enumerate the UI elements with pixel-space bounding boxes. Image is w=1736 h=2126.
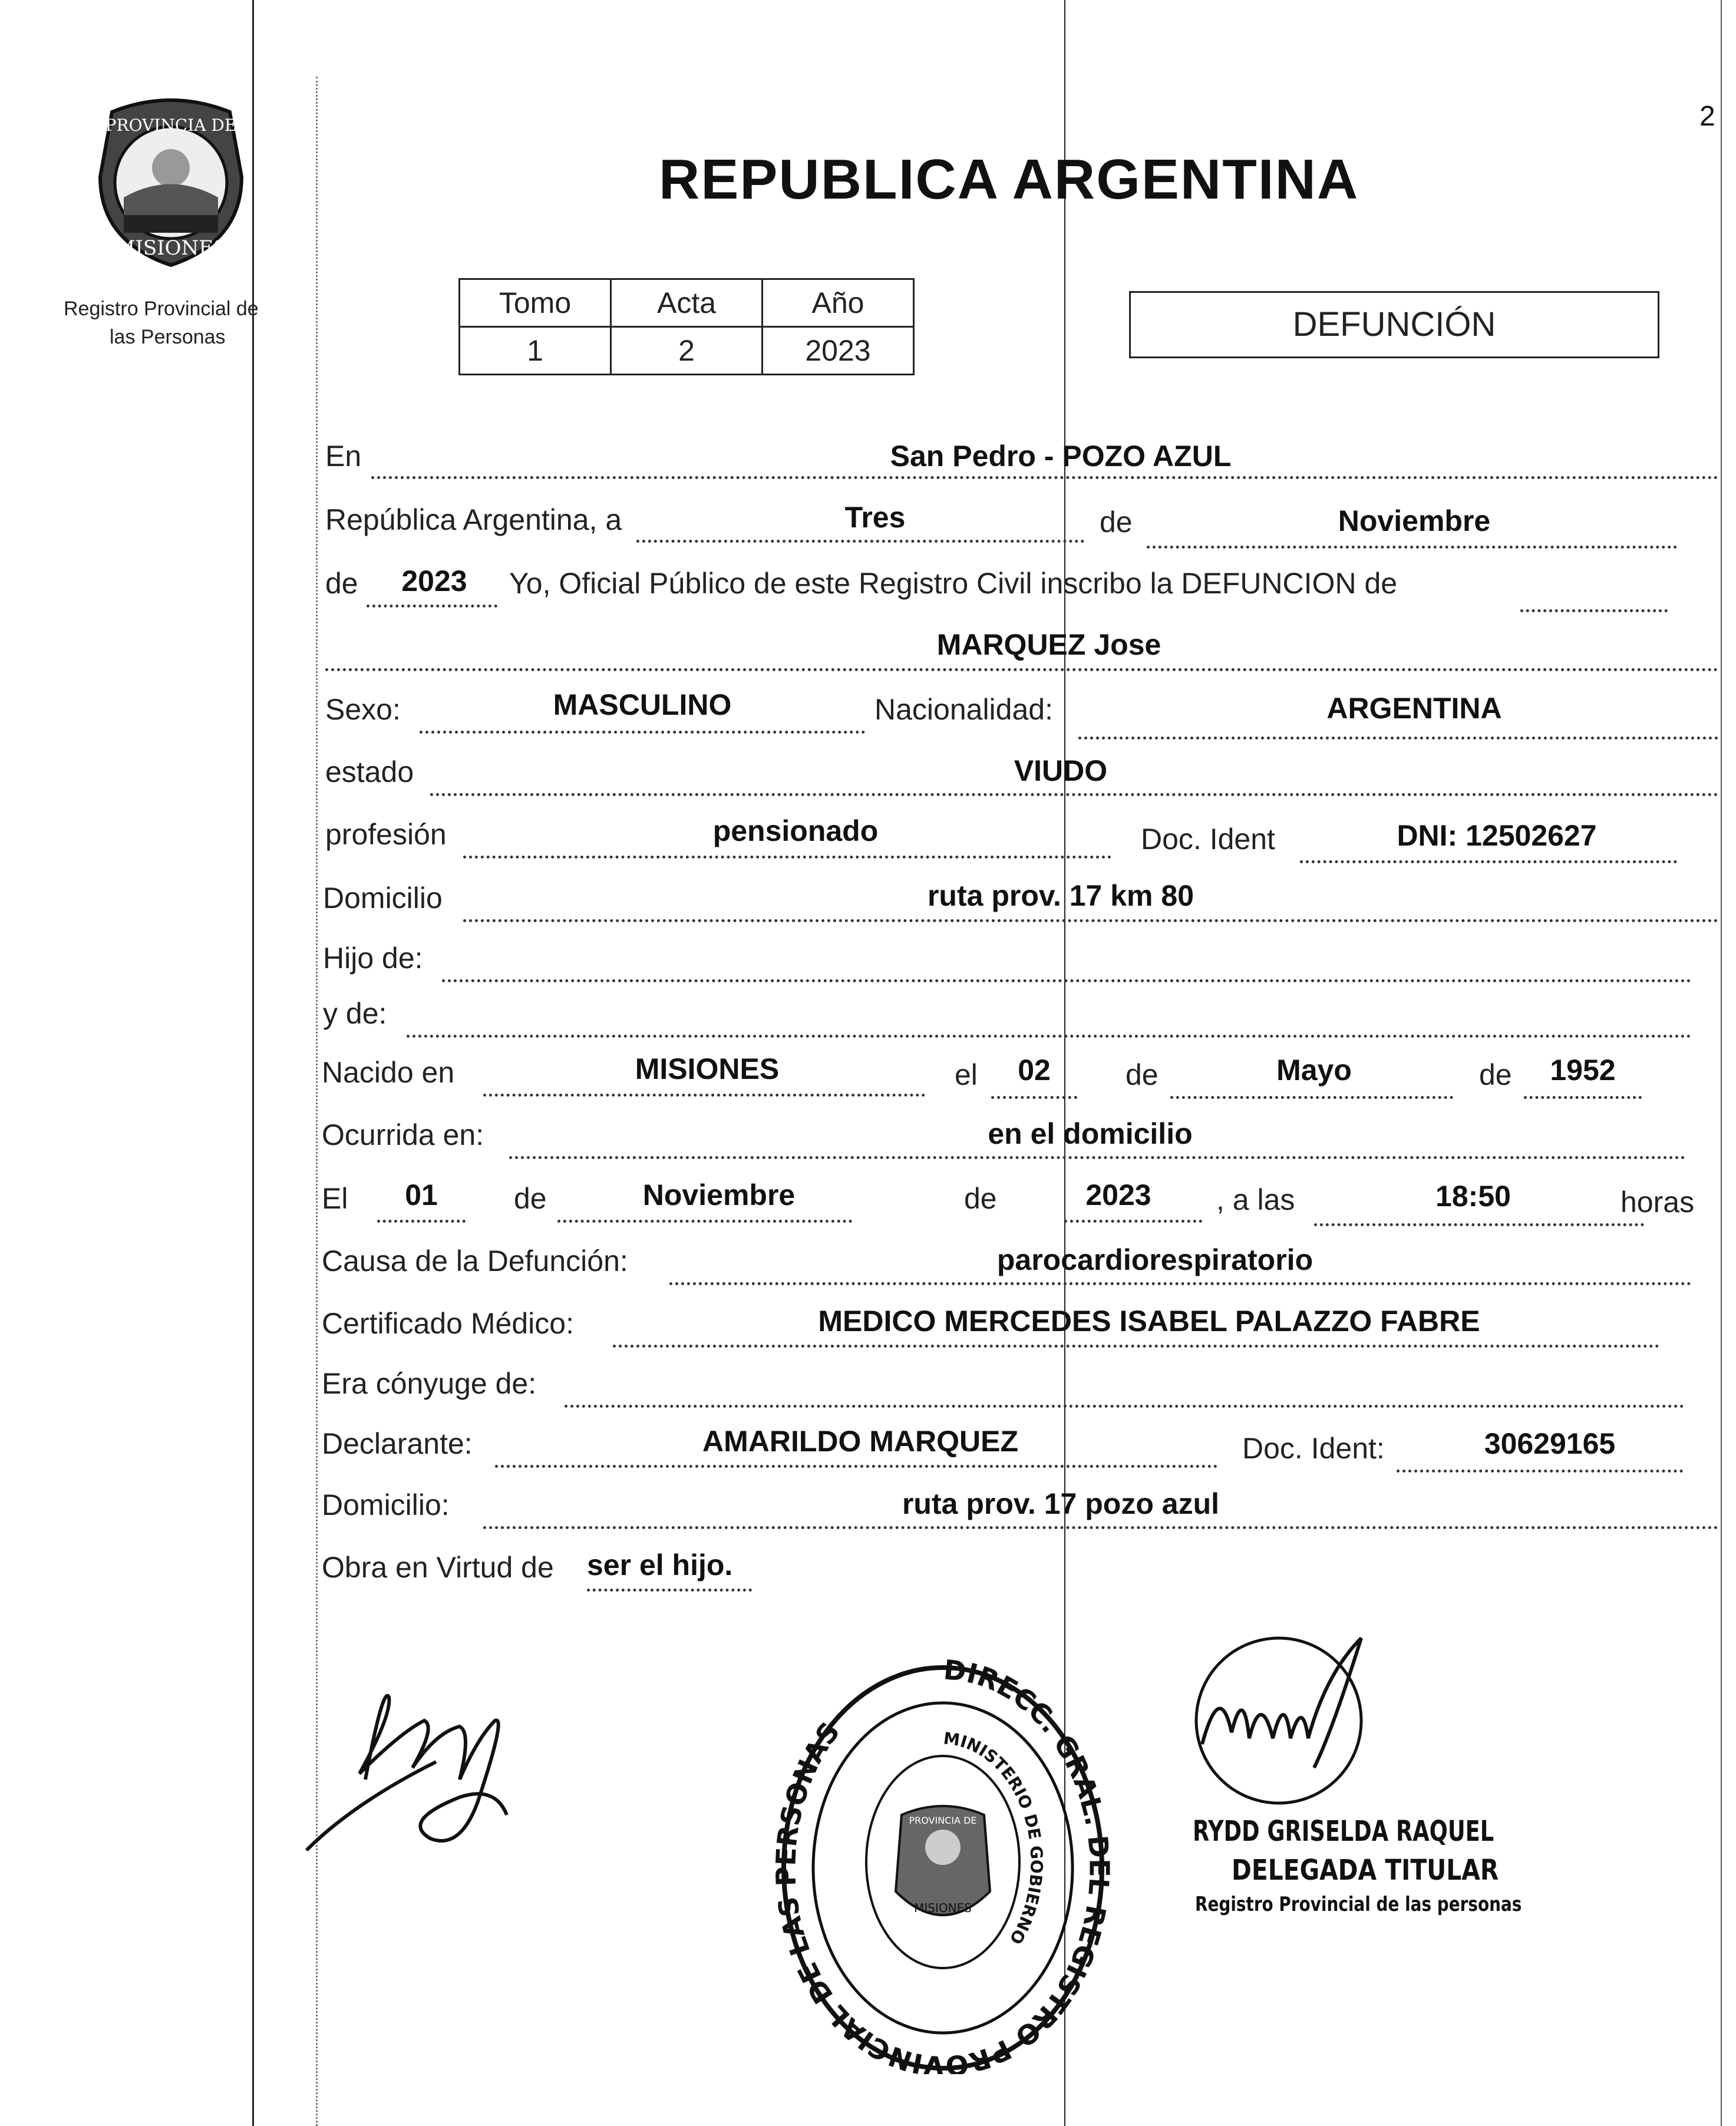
- dotted-line: [1524, 1096, 1642, 1099]
- province-emblem: [88, 94, 253, 271]
- nac-de2-label: de: [1479, 1058, 1512, 1091]
- record-number-table: [458, 278, 915, 375]
- table-header: Año: [763, 279, 914, 327]
- defuncion-mes: Noviembre: [642, 1178, 796, 1211]
- domicilio-value: ruta prov. 17 km 80: [927, 879, 1194, 912]
- hora-value: 18:50: [1435, 1180, 1511, 1213]
- nacimiento-anio: 1952: [1550, 1054, 1616, 1087]
- nacimiento-mes: Mayo: [1276, 1054, 1352, 1087]
- estado-value: VIUDO: [1014, 754, 1108, 787]
- doc-ident-label: Doc. Ident: [1141, 823, 1275, 856]
- dotted-line: [1397, 1470, 1683, 1473]
- table-header-row: [460, 279, 914, 327]
- dotted-line: [991, 1096, 1077, 1099]
- dotted-line: [636, 540, 1084, 543]
- de2-label: de: [325, 567, 358, 600]
- tomo-value: 1: [460, 327, 611, 375]
- page-title: REPUBLICA ARGENTINA: [659, 148, 1359, 211]
- dotted-line: [669, 1282, 1691, 1285]
- table-row: [460, 327, 914, 375]
- doc2-ident-label: Doc. Ident:: [1242, 1432, 1385, 1465]
- dotted-line: [325, 668, 1718, 671]
- republica-label: República Argentina, a: [325, 503, 622, 536]
- doc-ident-value: DNI: 12502627: [1397, 819, 1597, 852]
- officer-title: DELEGADA TITULAR: [1232, 1854, 1499, 1887]
- dotted-line: [1078, 737, 1718, 740]
- dotted-line: [377, 1220, 466, 1223]
- record-type-box: DEFUNCIÓN: [1129, 291, 1659, 358]
- officer-signature: [1184, 1626, 1420, 1827]
- nacionalidad-value: ARGENTINA: [1326, 692, 1502, 725]
- dotted-line: [1147, 546, 1677, 549]
- domicilio2-value: ruta prov. 17 pozo azul: [902, 1487, 1220, 1520]
- anio-value: 2023: [763, 327, 914, 375]
- right-edge-line: [1721, 0, 1722, 2126]
- nacido-label: Nacido en: [322, 1056, 455, 1089]
- registry-name-line1: Registro Provincial de: [64, 298, 259, 320]
- nacionalidad-label: Nacionalidad:: [874, 693, 1053, 726]
- profesion-value: pensionado: [712, 814, 879, 847]
- def-de-label: de: [514, 1182, 547, 1215]
- nombre-value: MARQUEZ Jose: [936, 628, 1161, 661]
- officer-name: RYDD GRISELDA RAQUEL: [1193, 1815, 1494, 1848]
- officer-office: Registro Provincial de las personas: [1195, 1893, 1522, 1916]
- domicilio-label: Domicilio: [323, 882, 443, 915]
- certificado-value: MEDICO MERCEDES ISABEL PALAZZO FABRE: [818, 1305, 1480, 1338]
- causa-value: parocardiorespiratorio: [996, 1243, 1313, 1276]
- anio-inscripcion-value: 2023: [401, 564, 467, 597]
- sexo-label: Sexo:: [325, 693, 401, 726]
- mes-value: Noviembre: [1338, 504, 1491, 537]
- dotted-line: [557, 1220, 852, 1223]
- seal-emblem-bottom: MISIONES: [914, 1901, 972, 1915]
- declarant-signature: [283, 1662, 530, 1856]
- horas-label: horas: [1621, 1186, 1695, 1219]
- dotted-line: [430, 793, 1718, 796]
- dotted-line: [371, 476, 1718, 479]
- certificado-label: Certificado Médico:: [322, 1307, 574, 1340]
- dia-value: Tres: [844, 501, 906, 534]
- table-header: Acta: [611, 279, 763, 327]
- dotted-line: [509, 1156, 1685, 1159]
- en-label: En: [325, 440, 362, 473]
- en-value: San Pedro - POZO AZUL: [890, 440, 1232, 473]
- seal-outer-text: DIRECC. GRAL. DEL REGISTRO PROVINCIAL DE LAS PERSONAS: [772, 1653, 1114, 2074]
- acta-value: 2: [611, 327, 763, 375]
- emblem-bottom-text: MISIONES: [114, 236, 227, 260]
- el2-label: El: [322, 1182, 348, 1215]
- a-las-label: , a las: [1216, 1183, 1295, 1216]
- def-de2-label: de: [964, 1182, 997, 1215]
- dotted-line: [407, 1035, 1691, 1038]
- seal-inner-text: MINISTERIO DE GOBIERNO: [942, 1728, 1047, 1948]
- ocurrida-label: Ocurrida en:: [322, 1118, 484, 1151]
- dotted-line: [463, 856, 1111, 859]
- dotted-line: [613, 1345, 1659, 1348]
- dotted-line: [420, 731, 865, 734]
- declarante-value: AMARILDO MARQUEZ: [702, 1425, 1019, 1458]
- table-header: Tomo: [460, 279, 611, 327]
- obra-value: ser el hijo.: [587, 1549, 733, 1582]
- domicilio2-label: Domicilio:: [322, 1488, 450, 1521]
- dotted-line: [442, 979, 1691, 982]
- defuncion-dia: 01: [405, 1178, 438, 1211]
- registry-name-line2: las Personas: [110, 326, 226, 348]
- dotted-line: [1300, 860, 1677, 863]
- obra-label: Obra en Virtud de: [322, 1551, 554, 1584]
- dotted-line: [1170, 1096, 1453, 1099]
- dotted-line: [463, 919, 1718, 922]
- doc2-ident-value: 30629165: [1484, 1427, 1616, 1460]
- el-label: el: [955, 1058, 978, 1091]
- dotted-line: [483, 1526, 1718, 1529]
- hijo-de-label: Hijo de:: [323, 942, 423, 975]
- declarante-label: Declarante:: [322, 1427, 473, 1460]
- dotted-line: [565, 1405, 1684, 1408]
- seal-emblem-top: PROVINCIA DE: [909, 1815, 977, 1826]
- nacido-value: MISIONES: [635, 1052, 780, 1085]
- ocurrida-value: en el domicilio: [988, 1117, 1193, 1150]
- defuncion-anio: 2023: [1085, 1178, 1151, 1211]
- nacimiento-dia: 02: [1018, 1054, 1051, 1087]
- oficial-text: Yo, Oficial Público de este Registro Civil inscribo la DEFUNCION de: [509, 567, 1398, 600]
- dotted-line: [367, 605, 497, 608]
- conyuge-label: Era cónyuge de:: [322, 1367, 537, 1400]
- profesion-label: profesión: [325, 818, 447, 851]
- causa-label: Causa de la Defunción:: [322, 1244, 628, 1277]
- de-label: de: [1100, 506, 1133, 539]
- nac-de-label: de: [1126, 1058, 1159, 1091]
- dotted-line: [495, 1465, 1217, 1468]
- emblem-top-text: PROVINCIA DE: [105, 115, 237, 135]
- dotted-line: [1314, 1223, 1644, 1226]
- page-number: 2: [1699, 101, 1715, 132]
- official-seal: [772, 1644, 1114, 2074]
- y-de-label: y de:: [323, 997, 387, 1030]
- estado-label: estado: [325, 755, 414, 788]
- dotted-line: [483, 1094, 925, 1097]
- dotted-line: [1064, 1220, 1202, 1223]
- dotted-line: [1520, 609, 1668, 612]
- dotted-line: [587, 1589, 752, 1592]
- sexo-value: MASCULINO: [553, 688, 732, 721]
